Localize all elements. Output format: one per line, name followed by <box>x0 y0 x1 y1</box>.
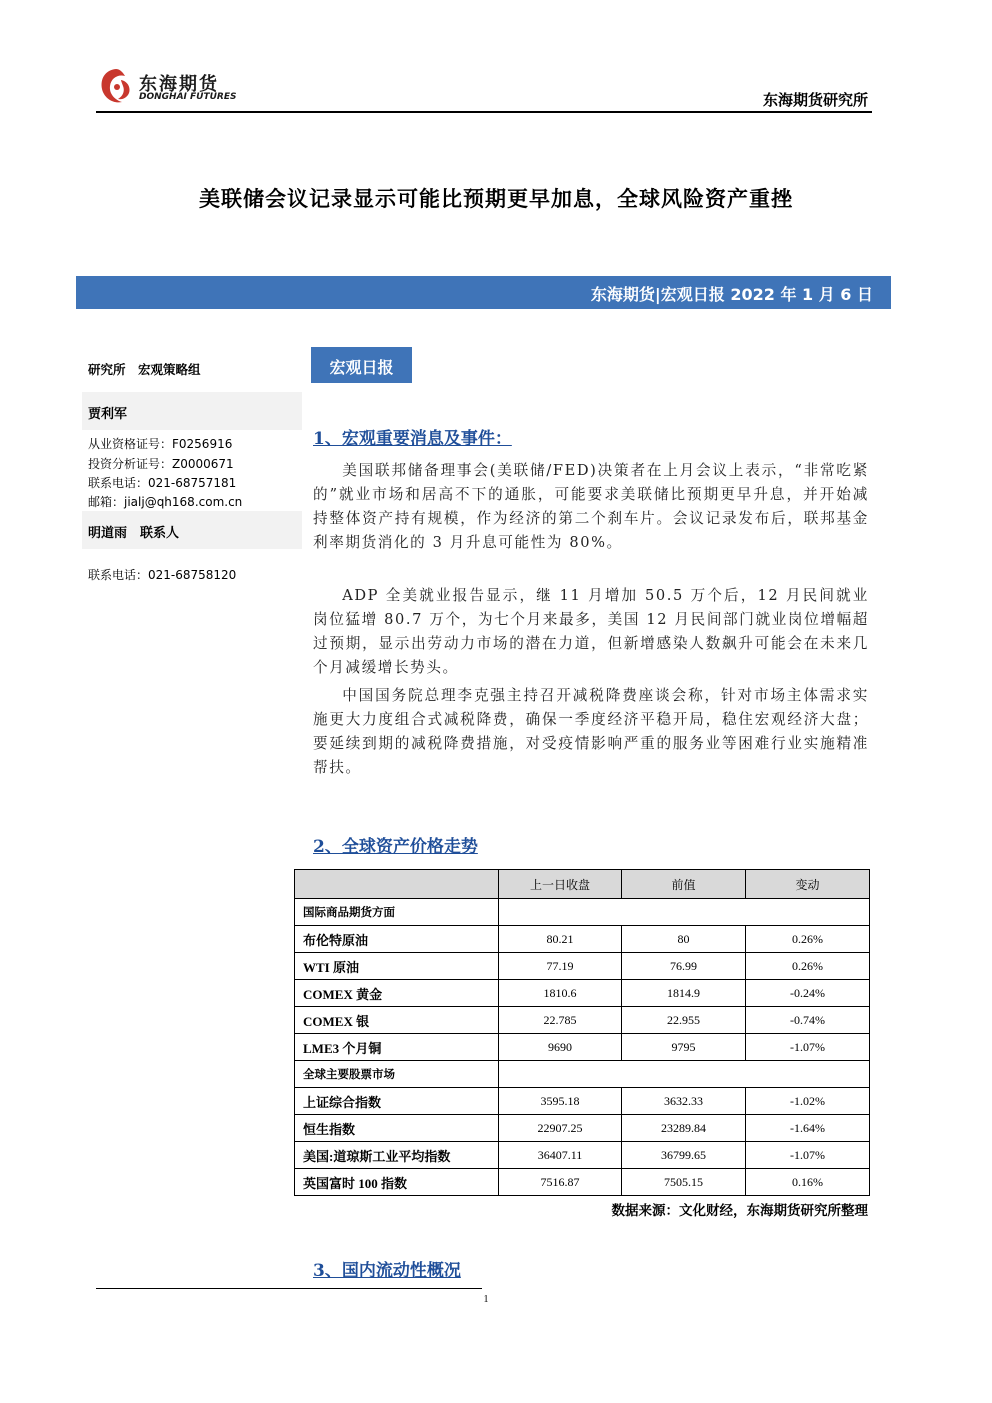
asset-name: 上证综合指数 <box>295 1088 499 1115</box>
asset-name: 布伦特原油 <box>295 926 499 953</box>
change-value: -1.64% <box>746 1115 870 1142</box>
last-close-value: 9690 <box>499 1034 622 1061</box>
last-close-value: 80.21 <box>499 926 622 953</box>
report-type-label: 宏观日报 <box>329 358 394 377</box>
change-value: 0.26% <box>746 926 870 953</box>
data-source-note: 数据来源：文化财经，东海期货研究所整理 <box>611 1203 868 1219</box>
analyst-qualification: 从业资格证号：F0256916 <box>88 437 233 451</box>
previous-value: 36799.65 <box>622 1142 746 1169</box>
analyst-license: 投资分析证号：Z0000671 <box>88 457 234 471</box>
paragraph-china: 中国国务院总理李克强主持召开减税降费座谈会称，针对市场主体需求实施更大力度组合式减税降费，确保一季度经济平稳开局，稳住宏观经济大盘；要延续到期的减税降费措施，对受疫情影响严重的服务业等困难行业实施精准帮扶。 <box>313 687 869 776</box>
last-close-value: 3595.18 <box>499 1088 622 1115</box>
table-row <box>295 926 870 953</box>
table-header-row <box>295 870 870 899</box>
asset-price-table <box>294 869 870 1196</box>
asset-name: LME3 个月铜 <box>295 1034 499 1061</box>
paragraph-adp: ADP 全美就业报告显示，继 11 月增加 50.5 万个后，12 月民间就业岗位猛增 80.7 万个，为七个月来最多，美国 12 月民间部门就业岗位增幅超过预期，显示出劳动力市场的潜在力道，但新增感染人数飙升可能会在未来几个月减缓增长势头。 <box>313 587 869 676</box>
asset-name: 美国:道琼斯工业平均指数 <box>295 1142 499 1169</box>
last-close-value: 77.19 <box>499 953 622 980</box>
table-row <box>295 1088 870 1115</box>
section-heading-3: 3、国内流动性概况 <box>313 1261 461 1281</box>
table-row <box>295 1007 870 1034</box>
paragraph-fed: 美国联邦储备理事会(美联储/FED)决策者在上月会议上表示，“非常吃紧的”就业市场和居高不下的通胀，可能要求美联储比预期更早升息，并开始减持整体资产持有规模，作为经济的第二个刹车片。会议记录发布后，联邦基金利率期货消化的 3 月升息可能性为 80%。 <box>313 462 869 551</box>
footer-divider <box>96 1288 482 1289</box>
change-value: -1.07% <box>746 1142 870 1169</box>
asset-name: 英国富时 100 指数 <box>295 1169 499 1196</box>
analyst-phone: 联系电话：021-68757181 <box>88 476 237 490</box>
change-value: 0.26% <box>746 953 870 980</box>
previous-value: 23289.84 <box>622 1115 746 1142</box>
column-header: 上一日收盘 <box>499 870 622 899</box>
table-group-row <box>295 1061 870 1088</box>
contact-phone: 联系电话：021-68758120 <box>88 568 237 582</box>
last-close-value: 36407.11 <box>499 1142 622 1169</box>
section-heading-1: 1、宏观重要消息及事件： <box>313 429 512 449</box>
logo-english-name: DONGHAI FUTURES <box>139 92 237 102</box>
analyst-name-header <box>82 392 302 430</box>
section-heading-2: 2、全球资产价格走势 <box>313 837 478 857</box>
contact-name: 明道雨 联系人 <box>88 526 180 541</box>
table-row <box>295 953 870 980</box>
header-organization: 东海期货研究所 <box>762 91 868 109</box>
change-value: -0.74% <box>746 1007 870 1034</box>
asset-name: WTI 原油 <box>295 953 499 980</box>
table-row <box>295 1142 870 1169</box>
table-row <box>295 1115 870 1142</box>
group-blank-cell <box>499 1061 870 1088</box>
previous-value: 80 <box>622 926 746 953</box>
group-title: 国际商品期货方面 <box>295 899 499 926</box>
sidebar-department: 研究所 宏观策略组 <box>88 362 201 377</box>
company-logo <box>97 66 237 108</box>
column-header: 前值 <box>622 870 746 899</box>
change-value: -1.07% <box>746 1034 870 1061</box>
asset-name: COMEX 黄金 <box>295 980 499 1007</box>
table-header-blank <box>295 870 499 899</box>
change-value: -1.02% <box>746 1088 870 1115</box>
change-value: -0.24% <box>746 980 870 1007</box>
change-value: 0.16% <box>746 1169 870 1196</box>
banner-text: 东海期货|宏观日报 2022 年 1 月 6 日 <box>590 285 873 304</box>
previous-value: 1814.9 <box>622 980 746 1007</box>
table-group-row <box>295 899 870 926</box>
analyst-email: 邮箱：jialj@qh168.com.cn <box>88 495 243 509</box>
analyst-name: 贾利军 <box>88 407 128 422</box>
asset-name: COMEX 银 <box>295 1007 499 1034</box>
last-close-value: 1810.6 <box>499 980 622 1007</box>
previous-value: 7505.15 <box>622 1169 746 1196</box>
previous-value: 22.955 <box>622 1007 746 1034</box>
document-title: 美联储会议记录显示可能比预期更早加息，全球风险资产重挫 <box>199 187 793 211</box>
table-row <box>295 1034 870 1061</box>
last-close-value: 22907.25 <box>499 1115 622 1142</box>
page-number: 1 <box>483 1294 489 1305</box>
last-close-value: 7516.87 <box>499 1169 622 1196</box>
table-row <box>295 1169 870 1196</box>
contact-name-header <box>82 511 302 549</box>
group-title: 全球主要股票市场 <box>295 1061 499 1088</box>
report-type-tag <box>311 347 412 383</box>
last-close-value: 22.785 <box>499 1007 622 1034</box>
report-banner <box>76 276 891 309</box>
column-header: 变动 <box>746 870 870 899</box>
logo-chinese-name: 东海期货 <box>139 74 219 95</box>
dragon-logo-icon <box>97 66 135 106</box>
previous-value: 9795 <box>622 1034 746 1061</box>
previous-value: 76.99 <box>622 953 746 980</box>
table-row <box>295 980 870 1007</box>
header-divider <box>96 111 872 113</box>
group-blank-cell <box>499 899 870 926</box>
previous-value: 3632.33 <box>622 1088 746 1115</box>
asset-name: 恒生指数 <box>295 1115 499 1142</box>
